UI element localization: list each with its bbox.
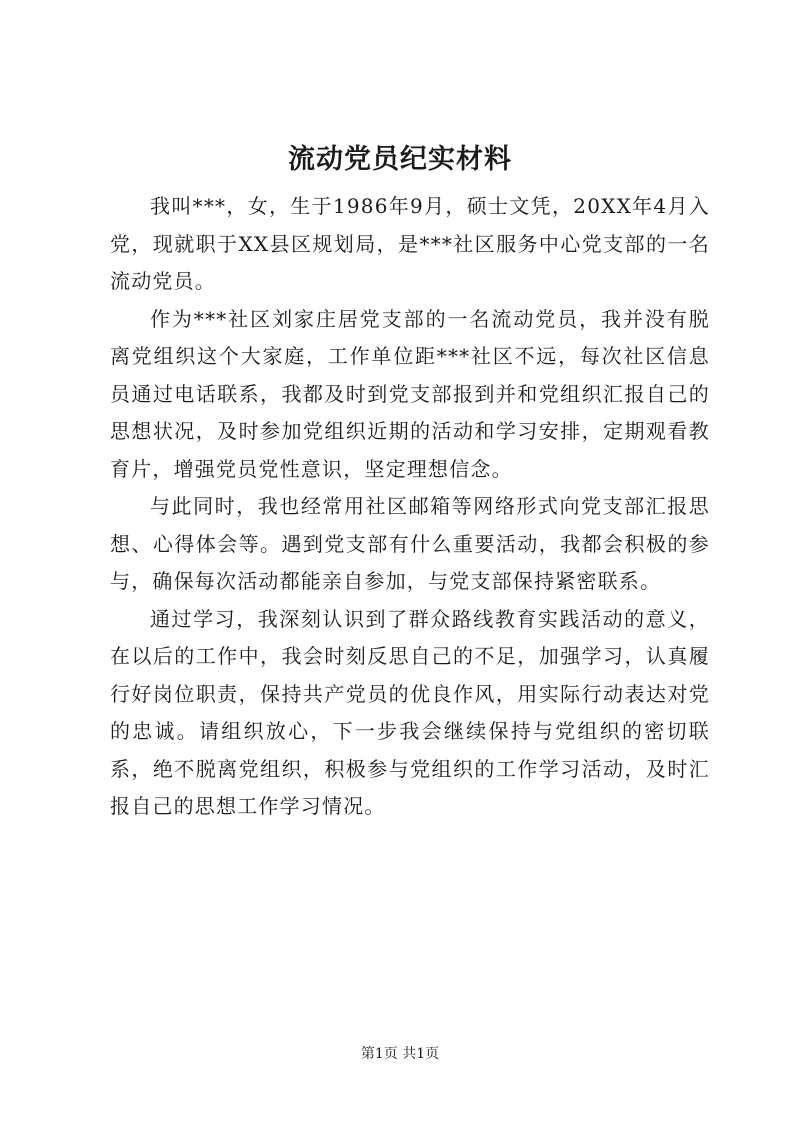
paragraph-3: 与此同时，我也经常用社区邮箱等网络形式向党支部汇报思想、心得体会等。遇到党支部有什么重要活动，我都会积极的参与，确保每次活动都能亲自参加，与党支部保持紧密联系。 <box>110 494 710 593</box>
paragraph-1: 我叫***，女，生于1986年9月，硕士文凭，20XX年4月入党，现就职于XX县区规划局，是***社区服务中心党支部的一名流动党员。 <box>110 194 710 293</box>
document-body <box>110 188 710 826</box>
paragraph-4: 通过学习，我深刻认识到了群众路线教育实践活动的意义，在以后的工作中，我会时刻反思自己的不足，加强学习，认真履行好岗位职责，保持共产党员的优良作风，用实际行动表达对党的忠诚。请组织放心，下一步我会继续保持与党组织的密切联系，绝不脱离党组织，积极参与党组织的工作学习活动，及时汇报自己的思想工作学习情况。 <box>110 606 710 818</box>
paragraph-2: 作为***社区刘家庄居党支部的一名流动党员，我并没有脱离党组织这个大家庭，工作单位距***社区不远，每次社区信息员通过电话联系，我都及时到党支部报到并和党组织汇报自己的思想状况，及时参加党组织近期的活动和学习安排，定期观看教育片，增强党员党性意识，坚定理想信念。 <box>110 306 710 481</box>
page-footer: 第1页 共1页 <box>360 1046 440 1062</box>
document-title: 流动党员纪实材料 <box>288 144 512 175</box>
